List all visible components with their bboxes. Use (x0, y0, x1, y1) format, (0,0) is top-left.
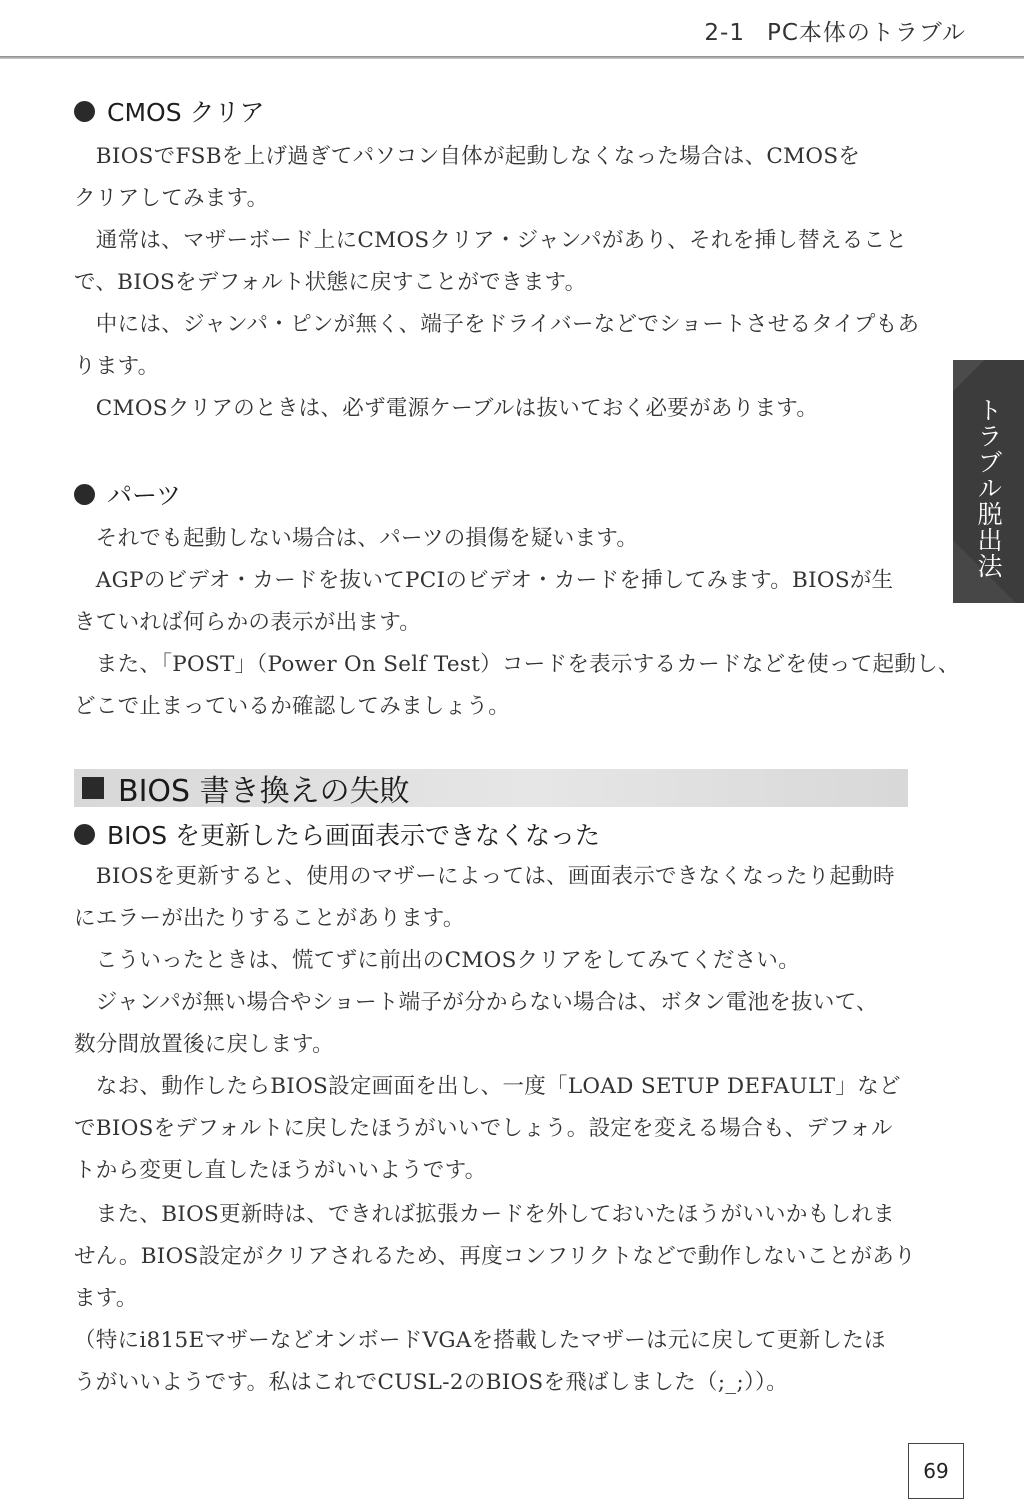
paragraph (74, 304, 920, 388)
text-line: BIOSを更新すると、使用のマザーによっては、画面表示できなくなったり起動時 (74, 864, 895, 889)
bullet-dot-icon (74, 484, 95, 505)
paragraph (74, 1194, 916, 1320)
text-line: なお、動作したらBIOS設定画面を出し、一度「LOAD SETUP DEFAULT」など (74, 1074, 901, 1099)
paragraph (74, 388, 908, 430)
text-line: CMOSクリアのときは、必ず電源ケーブルは抜いておく必要があります。 (74, 396, 819, 421)
text-line: また、BIOS更新時は、できれば拡張カードを外しておいたほうがいいかもしれま (74, 1202, 895, 1227)
text-line: でBIOSをデフォルトに戻したほうがいいでしょう。設定を変える場合も、デフォル (74, 1116, 893, 1141)
bullet-dot-icon (74, 824, 95, 845)
heading-bios-update-failure (74, 816, 600, 852)
text-line: にエラーが出たりすることがあります。 (74, 906, 465, 931)
text-line: BIOSでFSBを上げ過ぎてパソコン自体が起動しなくなった場合は、CMOSを (74, 144, 861, 169)
page-number: 69 (908, 1443, 964, 1499)
text-line: AGPのビデオ・カードを抜いてPCIのビデオ・カードを挿してみます。BIOSが生 (74, 568, 894, 593)
chapter-side-tab: トラブル脱出法 (953, 360, 1024, 603)
heading-text: BIOS を更新したら画面表示できなくなった (107, 821, 601, 850)
square-bullet-icon (82, 777, 104, 799)
bullet-dot-icon (74, 101, 95, 122)
header-section-title: PC本体のトラブル (766, 20, 966, 46)
text-line: きていれば何らかの表示が出ます。 (74, 610, 422, 635)
text-line: ります。 (74, 354, 160, 379)
section-title-bar (74, 769, 908, 807)
text-line: こういったときは、慌てずに前出のCMOSクリアをしてみてください。 (74, 948, 801, 973)
paragraph (74, 1066, 908, 1192)
paragraph (74, 136, 908, 220)
header-rule (0, 56, 1024, 59)
text-line: どこで止まっているか確認してみましょう。 (74, 694, 511, 719)
text-line: （特にi815EマザーなどオンボードVGAを搭載したマザーは元に戻して更新したほ (74, 1328, 886, 1353)
paragraph (74, 560, 908, 644)
text-line: ます。 (74, 1286, 138, 1311)
heading-text: パーツ (107, 481, 182, 510)
paragraph (74, 644, 960, 728)
running-header (704, 14, 966, 47)
paragraph (74, 982, 908, 1066)
heading-text: CMOS クリア (107, 98, 265, 127)
text-line: それでも起動しない場合は、パーツの損傷を疑います。 (74, 526, 639, 551)
header-section-number: 2-1 (704, 20, 745, 46)
text-line: また、「POST」（Power On Self Test）コードを表示するカードなどを使って起動し、 (74, 652, 960, 677)
paragraph (74, 856, 908, 940)
section-title: BIOS 書き換えの失敗 (118, 774, 410, 809)
text-line: ジャンパが無い場合やショート端子が分からない場合は、ボタン電池を抜いて、 (74, 990, 878, 1015)
paragraph (74, 1320, 908, 1404)
heading-cmos-clear (74, 93, 265, 129)
heading-parts (74, 476, 181, 512)
paragraph (74, 220, 908, 304)
text-line: トから変更し直したほうがいいようです。 (74, 1158, 487, 1183)
text-line: 中には、ジャンパ・ピンが無く、端子をドライバーなどでショートさせるタイプもあ (74, 312, 920, 337)
text-line: 通常は、マザーボード上にCMOSクリア・ジャンパがあり、それを挿し替えること (74, 228, 908, 253)
text-line: せん。BIOS設定がクリアされるため、再度コンフリクトなどで動作しないことがあり (74, 1244, 916, 1269)
text-line: 数分間放置後に戻します。 (74, 1032, 334, 1057)
paragraph (74, 940, 908, 982)
text-line: で、BIOSをデフォルト状態に戻すことができます。 (74, 270, 587, 295)
text-line: クリアしてみます。 (74, 186, 269, 211)
paragraph (74, 518, 908, 560)
text-line: うがいいようです。私はこれでCUSL-2のBIOSを飛ばしました（;_;））。 (74, 1370, 788, 1395)
